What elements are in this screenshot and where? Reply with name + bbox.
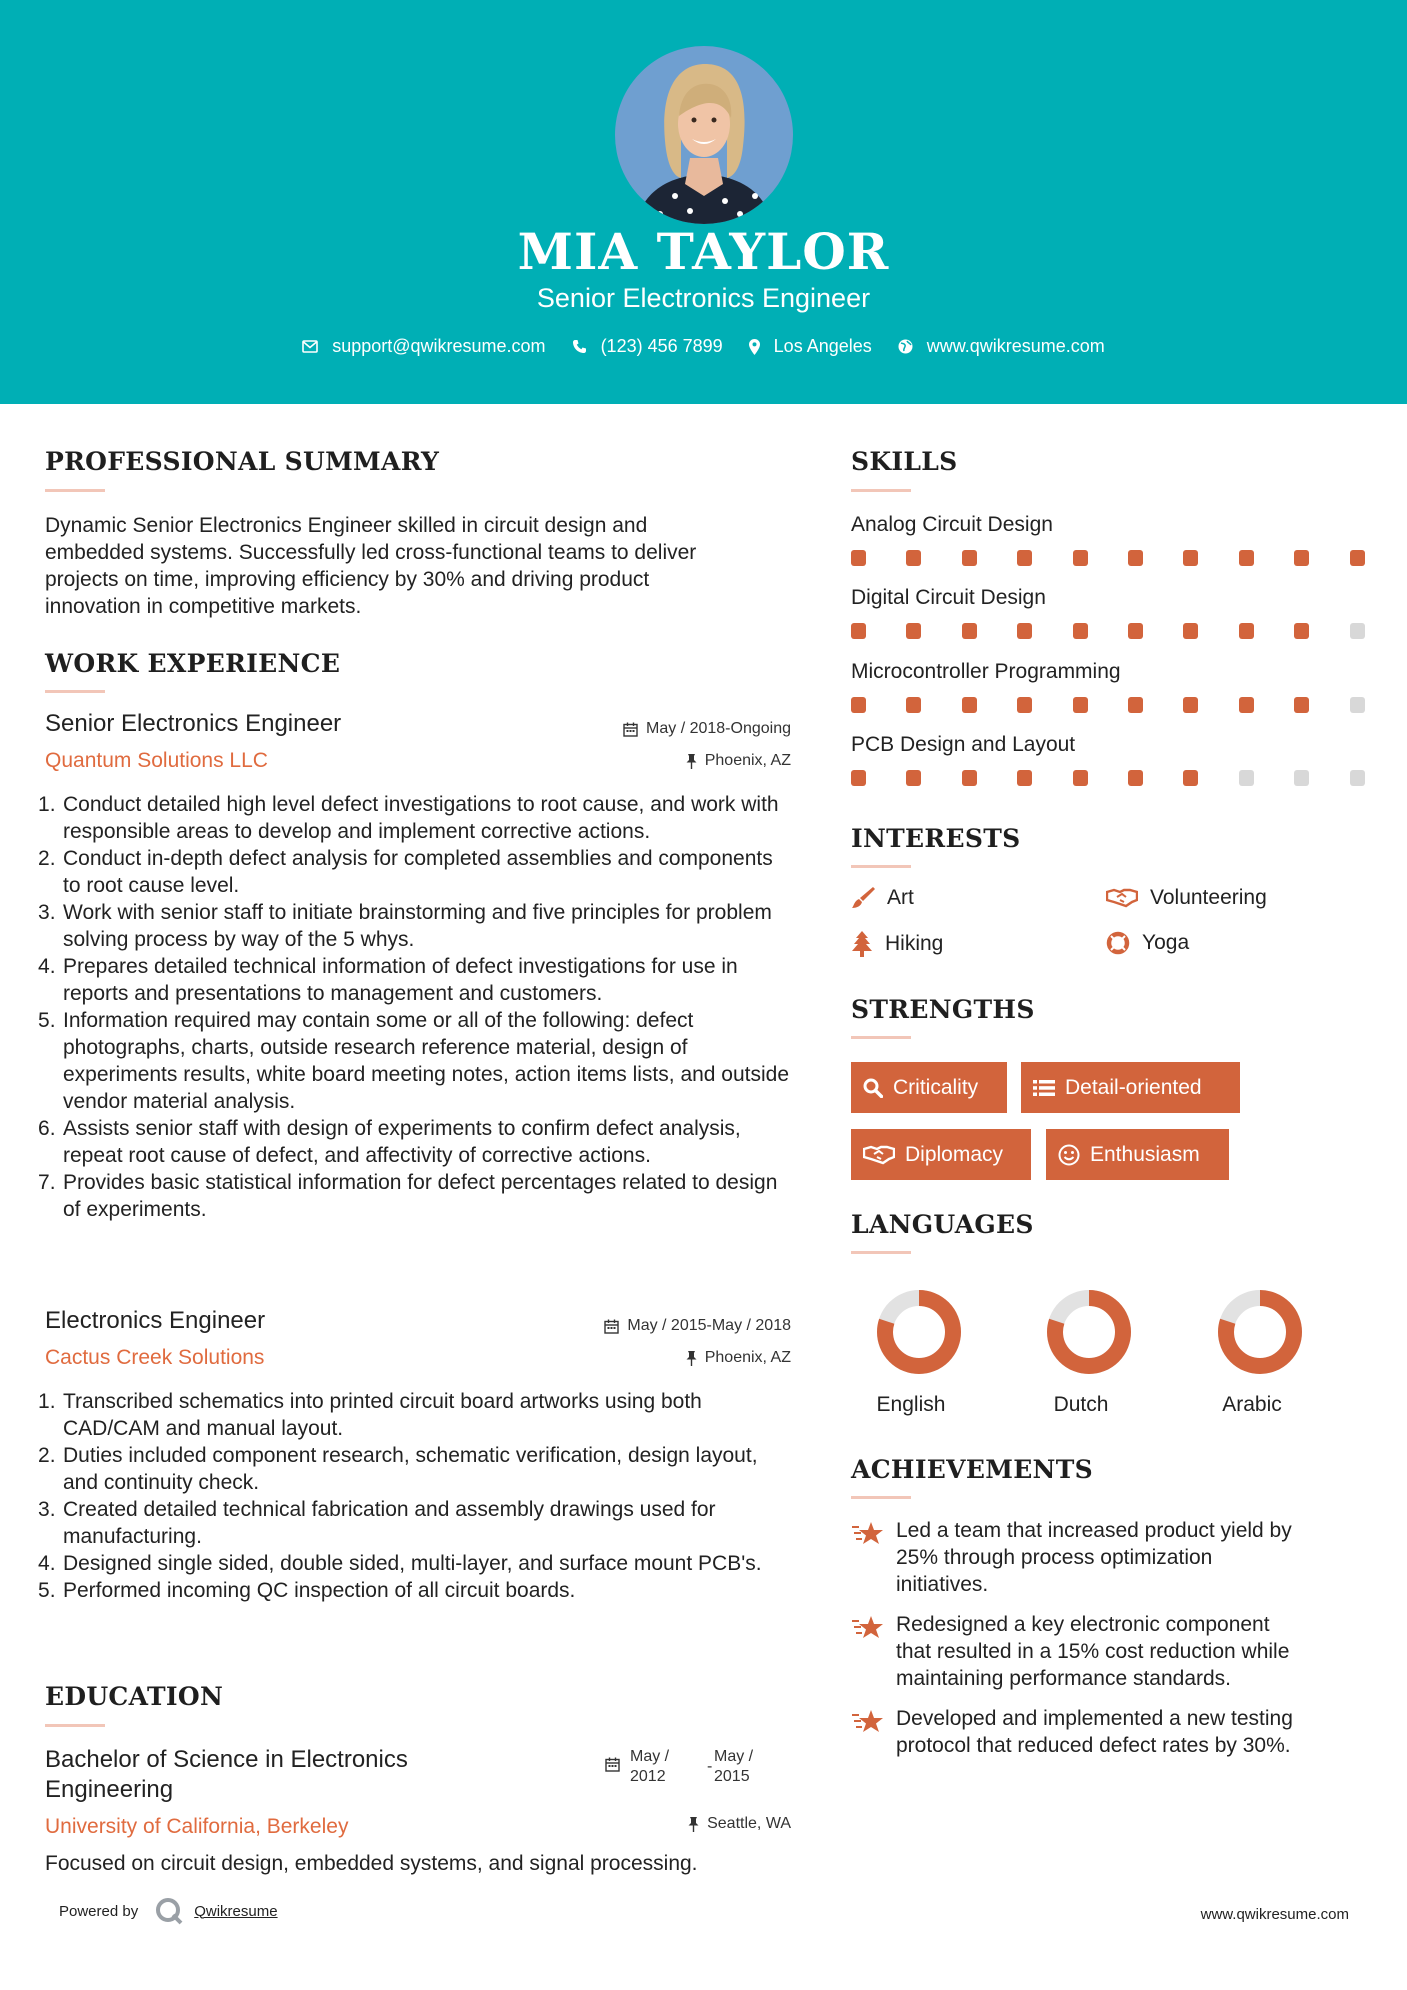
start-date [630,1747,669,1787]
pushpin-icon [688,1817,699,1832]
skill-dot [1350,550,1365,566]
achievements-heading: ACHIEVEMENTS [851,1455,1093,1484]
degree-line: Bachelor of Science in Electronics [45,1746,408,1773]
tree-icon [851,931,873,957]
skill-dot [851,550,866,566]
skill-dot [1294,770,1309,786]
list-item: Transcribed schematics into printed circuit board artworks using both CAD/CAM and manual layout. [63,1390,702,1440]
achievement-item [851,1705,1371,1765]
skill-dot [851,770,866,786]
summary-line: Dynamic Senior Electronics Engineer skilled in circuit design and [45,514,648,537]
phone-icon [572,339,587,354]
summary-line: projects on time, improving efficiency by 30% and driving product [45,568,650,591]
skill-dot [1073,697,1088,713]
job-dates [623,720,791,738]
list-item: Conduct detailed high level defect investigations to root cause, and work with responsible areas to develop and implement corrective actions. [63,793,779,843]
list-item: Performed incoming QC inspection of all circuit boards. [63,1579,576,1602]
interest-label: Art [887,886,914,909]
list-item: Information required may contain some or all of the following: defect photographs, charts, outside research reference material, design of experiments results, white board meeting notes, action items lists, and outside vendor material analysis. [63,1009,790,1113]
footer-website[interactable]: www.qwikresume.com [1200,1906,1349,1923]
job-location-text: Phoenix, AZ [704,752,791,769]
skill-dot [962,697,977,713]
skill-dot [1294,697,1309,713]
map-pin-icon [749,339,760,355]
strength-label: Enthusiasm [1090,1142,1200,1166]
list-item: Conduct in-depth defect analysis for completed assemblies and components to root cause level. [63,847,773,897]
end-date-line: 2015 [714,1768,750,1785]
skill-dot [1239,697,1254,713]
skill-dot [1239,550,1254,566]
skill-name: Digital Circuit Design [851,586,1046,609]
contact-email[interactable] [302,336,545,357]
responsibility-list [41,1388,793,1604]
language-label: Arabic [1222,1393,1282,1416]
pushpin-icon [686,754,697,769]
skill-rating [851,770,1365,786]
skill-dot [1017,550,1032,566]
start-date-line: May / [630,1748,670,1765]
candidate-name: MIA TAYLOR [517,222,890,281]
end-date [714,1747,753,1787]
company-name: Cactus Creek Solutions [45,1346,265,1369]
skill-dot [1350,770,1365,786]
list-icon [1033,1079,1055,1097]
skill-dot [1294,550,1309,566]
qwikresume-logo-icon [154,1896,184,1926]
strengths-heading: STRENGTHS [851,995,1035,1024]
language-ring [874,1287,964,1377]
list-item: Assists senior staff with design of experiments to confirm defect analysis, repeat root cause of defect, and affectivity of corrective actions. [63,1117,741,1167]
skills-heading: SKILLS [851,447,958,476]
skill-dot [1017,770,1032,786]
skill-dot [962,550,977,566]
calendar-icon [623,722,638,737]
calendar-icon [604,1319,619,1334]
achievement-line: 25% through process optimization [896,1546,1213,1569]
skill-dot [962,770,977,786]
skill-dot [1128,550,1143,566]
skill-dot [906,623,921,639]
skill-dot [1183,697,1198,713]
degree-title [45,1745,408,1805]
skill-dot [1017,697,1032,713]
interest-item [1106,886,1267,910]
achievement-line: initiatives. [896,1573,989,1596]
strength-label: Detail-oriented [1065,1075,1202,1099]
handshake-icon [863,1145,895,1165]
envelope-icon [302,340,318,353]
achievement-line: protocol that reduced defect rates by 30%. [896,1734,1291,1757]
powered-by-label: Powered by [59,1902,139,1920]
interests-underline [851,865,911,868]
star-award-icon [851,1709,885,1735]
globe-icon [898,339,913,354]
date-separator: - [707,1758,713,1775]
skill-dot [1350,623,1365,639]
skill-dot [1128,623,1143,639]
strength-tag [1046,1129,1229,1180]
skill-dot [1350,697,1365,713]
responsibility-list [41,791,793,1223]
contact-bar [0,336,1407,357]
education-underline [45,1724,105,1727]
email-text: support@qwikresume.com [332,336,546,356]
search-icon [863,1078,883,1098]
contact-phone[interactable] [572,336,723,357]
skill-name: Microcontroller Programming [851,660,1121,683]
skill-dot [1183,770,1198,786]
paintbrush-icon [851,886,875,910]
education-location-text: Seattle, WA [707,1815,791,1832]
strengths-underline [851,1036,911,1039]
job-dates-text: May / 2018-Ongoing [646,720,791,737]
lifebuoy-icon [1106,931,1130,955]
achievement-line: maintaining performance standards. [896,1667,1232,1690]
skill-dot [1073,770,1088,786]
skill-name: PCB Design and Layout [851,733,1076,756]
list-item: Created detailed technical fabrication and assembly drawings used for manufacturing. [63,1498,716,1548]
skill-dot [1183,550,1198,566]
language-label: Dutch [1053,1393,1109,1416]
list-item: Provides basic statistical information for defect percentages related to design of experiments. [63,1171,778,1221]
handshake-icon [1106,888,1138,908]
skill-dot [1017,623,1032,639]
contact-website[interactable] [898,336,1105,357]
job-location [686,1349,791,1367]
education-dates [605,1747,795,1791]
achievement-line: that resulted in a 15% cost reduction while [896,1640,1290,1663]
skill-dot [1073,550,1088,566]
footer-powered-by [59,1896,278,1926]
profile-photo [615,46,793,224]
job-title: Senior Electronics Engineer [45,710,342,737]
calendar-icon [605,1757,620,1772]
summary-heading: PROFESSIONAL SUMMARY [45,447,440,476]
skill-dot [1128,697,1143,713]
strength-tag [851,1129,1031,1180]
strength-tag [851,1062,1007,1113]
job-location [686,752,791,770]
start-date-line: 2012 [630,1768,666,1785]
skill-dot [906,697,921,713]
list-item: Prepares detailed technical information of defect investigations for use in reports and presentations to management and customers. [63,955,738,1005]
interests-heading: INTERESTS [851,824,1021,853]
interest-item [851,886,914,910]
contact-location [749,336,872,357]
skill-dot [1073,623,1088,639]
interest-label: Hiking [885,932,944,955]
phone-text: (123) 456 7899 [600,336,723,356]
achievement-item [851,1517,1371,1603]
interest-label: Volunteering [1150,886,1267,909]
summary-underline [45,489,105,492]
summary-line: embedded systems. Successfully led cross-functional teams to deliver [45,541,697,564]
experience-underline [45,690,105,693]
achievement-line: Developed and implemented a new testing [896,1707,1293,1730]
language-ring [1215,1287,1305,1377]
job-location-text: Phoenix, AZ [704,1349,791,1366]
interest-item [1106,931,1189,955]
smile-icon [1058,1144,1080,1166]
candidate-title: Senior Electronics Engineer [536,283,871,313]
skill-rating [851,623,1365,639]
skills-underline [851,489,911,492]
brand-link[interactable]: Qwikresume [194,1902,278,1920]
job-dates-text: May / 2015-May / 2018 [627,1317,791,1334]
achievement-item [851,1611,1371,1697]
location-text: Los Angeles [773,336,872,356]
skill-name: Analog Circuit Design [851,513,1053,536]
list-item: Duties included component research, schematic verification, design layout, and continuity check. [63,1444,758,1494]
degree-line: Engineering [45,1776,174,1803]
job-dates [604,1317,791,1335]
achievements-underline [851,1496,911,1499]
education-location [688,1815,791,1833]
skill-dot [851,697,866,713]
skill-dot [1128,770,1143,786]
skill-dot [906,770,921,786]
list-item: Work with senior staff to initiate brainstorming and five principles for problem solving process by way of the 5 whys. [63,901,772,951]
skill-dot [1294,623,1309,639]
website-text: www.qwikresume.com [926,336,1105,356]
school-name: University of California, Berkeley [45,1815,349,1838]
skill-dot [1239,623,1254,639]
language-item [1192,1287,1312,1416]
experience-heading: WORK EXPERIENCE [45,649,341,678]
languages-heading: LANGUAGES [851,1210,1034,1239]
pushpin-icon [686,1351,697,1366]
company-name: Quantum Solutions LLC [45,749,268,772]
skill-rating [851,697,1365,713]
skill-dot [1239,770,1254,786]
strength-tag [1021,1062,1240,1113]
education-description: Focused on circuit design, embedded systems, and signal processing. [45,1852,698,1875]
strength-label: Diplomacy [905,1142,1004,1166]
star-award-icon [851,1615,885,1641]
languages-underline [851,1251,911,1254]
skill-rating [851,550,1365,566]
achievement-line: Redesigned a key electronic component [896,1613,1270,1636]
language-item [1021,1287,1141,1416]
education-heading: EDUCATION [45,1682,224,1711]
language-label: English [876,1393,946,1416]
summary-text [45,512,815,620]
achievement-line: Led a team that increased product yield by [896,1519,1292,1542]
star-award-icon [851,1521,885,1547]
summary-line: innovation in competitive markets. [45,595,362,618]
skill-dot [962,623,977,639]
interest-label: Yoga [1142,931,1190,954]
skill-dot [851,623,866,639]
strength-label: Criticality [893,1075,979,1099]
skill-dot [906,550,921,566]
job-title: Electronics Engineer [45,1307,266,1334]
interest-item [851,931,943,957]
language-item [851,1287,971,1416]
skill-dot [1183,623,1198,639]
resume-header [0,0,1407,404]
list-item: Designed single sided, double sided, multi-layer, and surface mount PCB's. [63,1552,762,1575]
end-date-line: May / [714,1748,754,1765]
language-ring [1044,1287,1134,1377]
